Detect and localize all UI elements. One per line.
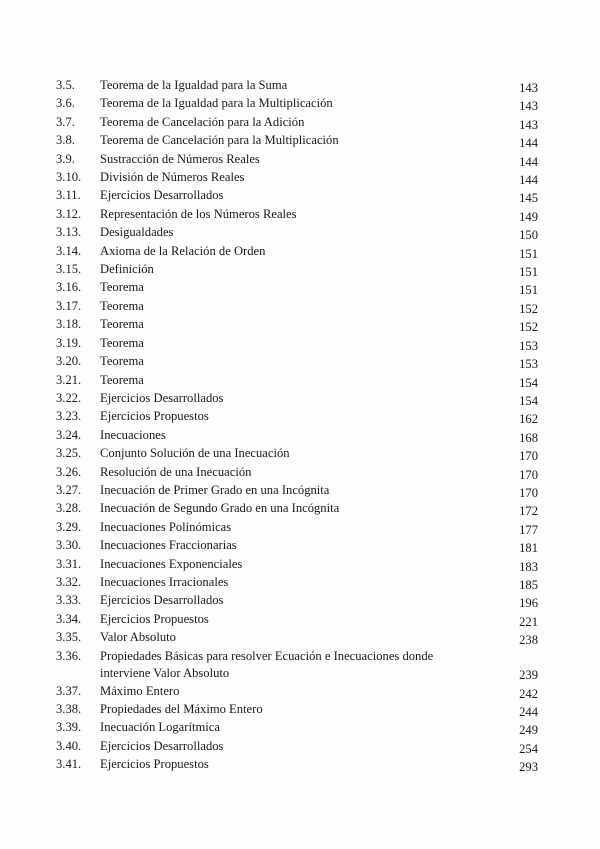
toc-entry	[56, 591, 538, 609]
toc-entry-title: Sustracción de Números Reales	[100, 151, 260, 166]
toc-entry-title: Máximo Entero	[100, 683, 180, 698]
toc-entry-title: Ejercicios Propuestos	[100, 757, 209, 772]
toc-entry	[56, 610, 538, 628]
toc-entry	[56, 186, 538, 204]
toc-entry-number: 3.26.	[56, 464, 82, 479]
toc-entry-title: Ejercicios Desarrollados	[100, 593, 224, 608]
toc-entry-title: Ejercicios Desarrollados	[100, 188, 224, 203]
toc-entry-page-number: 143	[519, 81, 538, 95]
toc-entry-number: 3.34.	[56, 611, 82, 626]
toc-entry	[56, 223, 538, 241]
toc-entry-number: 3.16.	[56, 280, 82, 295]
toc-entry-number: 3.14.	[56, 243, 82, 258]
toc-entry-number: 3.41.	[56, 757, 82, 772]
toc-entry-title: Teorema de Cancelación para la Multiplicación	[100, 133, 339, 148]
toc-entry-page-number: 154	[519, 393, 538, 408]
toc-entry-page-number: 154	[519, 375, 538, 390]
toc-entry	[56, 628, 538, 646]
toc-entry-title: Valor Absoluto	[100, 630, 176, 645]
toc-entry-page-number: 170	[519, 449, 538, 464]
toc-entry-page-number: 150	[519, 228, 538, 243]
toc-entry-number: 3.7.	[56, 114, 75, 129]
toc-entry	[56, 573, 538, 591]
toc-entry-number: 3.31.	[56, 556, 82, 571]
toc-entry-number: 3.32.	[56, 574, 82, 589]
toc-entry	[56, 260, 538, 278]
toc-entry	[56, 389, 538, 407]
toc-entry	[56, 426, 538, 444]
toc-entry-title: Resolución de una Inecuación	[100, 464, 252, 479]
toc-entry-title: Axioma de la Relación de Orden	[100, 243, 266, 258]
toc-entry-number: 3.39.	[56, 720, 82, 735]
toc-entry-number: 3.6.	[56, 96, 75, 111]
toc-entry	[56, 718, 538, 736]
toc-entry-number: 3.9.	[56, 151, 75, 166]
toc-entry	[56, 481, 538, 499]
toc-entry-page-number: 168	[519, 430, 538, 445]
toc-entry-page-number: 172	[519, 504, 538, 519]
toc-entry-number: 3.28.	[56, 501, 82, 516]
toc-entry	[56, 371, 538, 389]
toc-entry-number: 3.11.	[56, 188, 81, 203]
toc-entry-number: 3.29.	[56, 519, 82, 534]
toc-entry	[56, 150, 538, 168]
toc-entry-title: Definición	[100, 262, 154, 277]
toc-entry-page-number: 183	[519, 559, 538, 574]
toc-entry-page-number: 242	[519, 686, 538, 701]
toc-entry-number: 3.10.	[56, 170, 82, 185]
toc-entry-number: 3.36.	[56, 648, 82, 663]
toc-entry-page-number: 170	[519, 485, 538, 500]
toc-entry	[56, 555, 538, 573]
table-of-contents	[56, 76, 538, 774]
toc-entry-title: Desigualdades	[100, 225, 174, 240]
toc-entry	[56, 168, 538, 186]
toc-entry	[56, 682, 538, 700]
toc-entry-page-number: 151	[519, 265, 538, 280]
toc-entry-title: Ejercicios Desarrollados	[100, 390, 224, 405]
toc-entry-page-number: 152	[519, 320, 538, 335]
toc-entry	[56, 647, 538, 682]
toc-entry	[56, 315, 538, 333]
toc-entry-page-number: 144	[519, 154, 538, 169]
toc-entry-page-number: 293	[519, 760, 538, 775]
toc-entry	[56, 755, 538, 773]
toc-entry-number: 3.24.	[56, 427, 82, 442]
toc-entry-number: 3.5.	[56, 78, 75, 92]
toc-entry-title: Teorema	[100, 372, 144, 387]
toc-entry-number: 3.23.	[56, 409, 82, 424]
toc-entry-page-number: 143	[519, 117, 538, 132]
toc-entry-title: Inecuaciones Polinómicas	[100, 519, 232, 534]
toc-entry	[56, 444, 538, 462]
toc-entry-number: 3.37.	[56, 683, 82, 698]
toc-entry-title: Ejercicios Desarrollados	[100, 738, 224, 753]
toc-entry-page-number: 239	[519, 668, 538, 683]
toc-entry-page-number: 238	[519, 633, 538, 648]
toc-entry-page-number: 149	[519, 209, 538, 224]
toc-entry-number: 3.19.	[56, 335, 82, 350]
toc-entry	[56, 463, 538, 481]
toc-entry	[56, 205, 538, 223]
toc-entry-title: Inecuación Logarítmica	[100, 720, 220, 735]
toc-entry-page-number: 254	[519, 741, 538, 756]
toc-entry-number: 3.17.	[56, 298, 82, 313]
toc-entry-title: Representación de los Números Reales	[100, 206, 297, 221]
toc-entry-number: 3.13.	[56, 225, 82, 240]
toc-entry-title: Propiedades del Máximo Entero	[100, 702, 263, 716]
toc-entry-title: División de Números Reales	[100, 170, 245, 185]
toc-entry-number: 3.25.	[56, 446, 82, 461]
toc-entry-title: Inecuaciones Irracionales	[100, 574, 229, 589]
toc-entry-title: Inecuaciones	[100, 427, 166, 442]
toc-entry-title: Inecuaciones Fraccionarias	[100, 538, 237, 553]
toc-entry-number: 3.22.	[56, 390, 82, 405]
toc-entry	[56, 94, 538, 112]
toc-entry-number: 3.33.	[56, 593, 82, 608]
toc-entry-page-number: 151	[519, 246, 538, 261]
toc-entry-page-number: 177	[519, 522, 538, 537]
toc-entry	[56, 297, 538, 315]
toc-entry	[56, 499, 538, 517]
toc-entry-page-number: 221	[519, 614, 538, 629]
toc-entry-title: Teorema de la Igualdad para la Suma	[100, 78, 288, 92]
toc-entry-title: Ejercicios Propuestos	[100, 409, 209, 424]
toc-entry-number: 3.38.	[56, 702, 82, 716]
toc-entry-number: 3.27.	[56, 482, 82, 497]
toc-entry-number: 3.30.	[56, 538, 82, 553]
toc-entry-page-number: 185	[519, 577, 538, 592]
toc-entry-page-number: 181	[519, 541, 538, 556]
toc-entry	[56, 131, 538, 149]
toc-entry-number: 3.40.	[56, 738, 82, 753]
toc-entry-number: 3.15.	[56, 262, 82, 277]
toc-entry-page-number: 144	[519, 136, 538, 151]
toc-entry-title: Inecuación de Segundo Grado en una Incógnita	[100, 501, 340, 516]
toc-entry-page-number: 153	[519, 338, 538, 353]
toc-entry-page-number: 152	[519, 301, 538, 316]
toc-entry-title: Ejercicios Propuestos	[100, 611, 209, 626]
toc-entry-number: 3.20.	[56, 354, 82, 369]
toc-entry	[56, 242, 538, 260]
toc-entry-title: Conjunto Solución de una Inecuación	[100, 446, 290, 461]
toc-entry-title: Propiedades Básicas para resolver Ecuación e Inecuaciones donde interviene Valor Absoluto	[100, 648, 434, 680]
toc-entry-page-number: 244	[519, 705, 538, 719]
toc-entry-number: 3.18.	[56, 317, 82, 332]
toc-entry	[56, 536, 538, 554]
toc-entry-title: Teorema	[100, 335, 144, 350]
toc-entry-title: Teorema	[100, 280, 144, 295]
toc-entry-page-number: 170	[519, 467, 538, 482]
toc-entry	[56, 737, 538, 755]
toc-entry	[56, 278, 538, 296]
toc-entry	[56, 700, 538, 718]
toc-entry-title: Teorema de la Igualdad para la Multiplicación	[100, 96, 333, 111]
toc-entry-page-number: 144	[519, 173, 538, 188]
toc-entry-title: Inecuaciones Exponenciales	[100, 556, 243, 571]
toc-entry-title: Teorema	[100, 298, 144, 313]
toc-entry-page-number: 196	[519, 596, 538, 611]
toc-entry-number: 3.21.	[56, 372, 82, 387]
toc-entry-page-number: 145	[519, 191, 538, 206]
toc-entry-number: 3.8.	[56, 133, 75, 148]
toc-entry-title: Inecuación de Primer Grado en una Incógnita	[100, 482, 330, 497]
toc-entry-page-number: 162	[519, 412, 538, 427]
toc-entry-number: 3.35.	[56, 630, 82, 645]
toc-entry-page-number: 143	[519, 99, 538, 114]
toc-entry	[56, 113, 538, 131]
toc-entry-title: Teorema	[100, 354, 144, 369]
toc-entry-title: Teorema de Cancelación para la Adición	[100, 114, 305, 129]
toc-entry-number: 3.12.	[56, 206, 82, 221]
toc-entry-page-number: 153	[519, 357, 538, 372]
toc-entry	[56, 352, 538, 370]
toc-entry	[56, 76, 538, 94]
toc-entry	[56, 334, 538, 352]
toc-entry-page-number: 249	[519, 723, 538, 738]
toc-entry-title: Teorema	[100, 317, 144, 332]
toc-entry	[56, 407, 538, 425]
toc-entry	[56, 518, 538, 536]
toc-entry-page-number: 151	[519, 283, 538, 298]
